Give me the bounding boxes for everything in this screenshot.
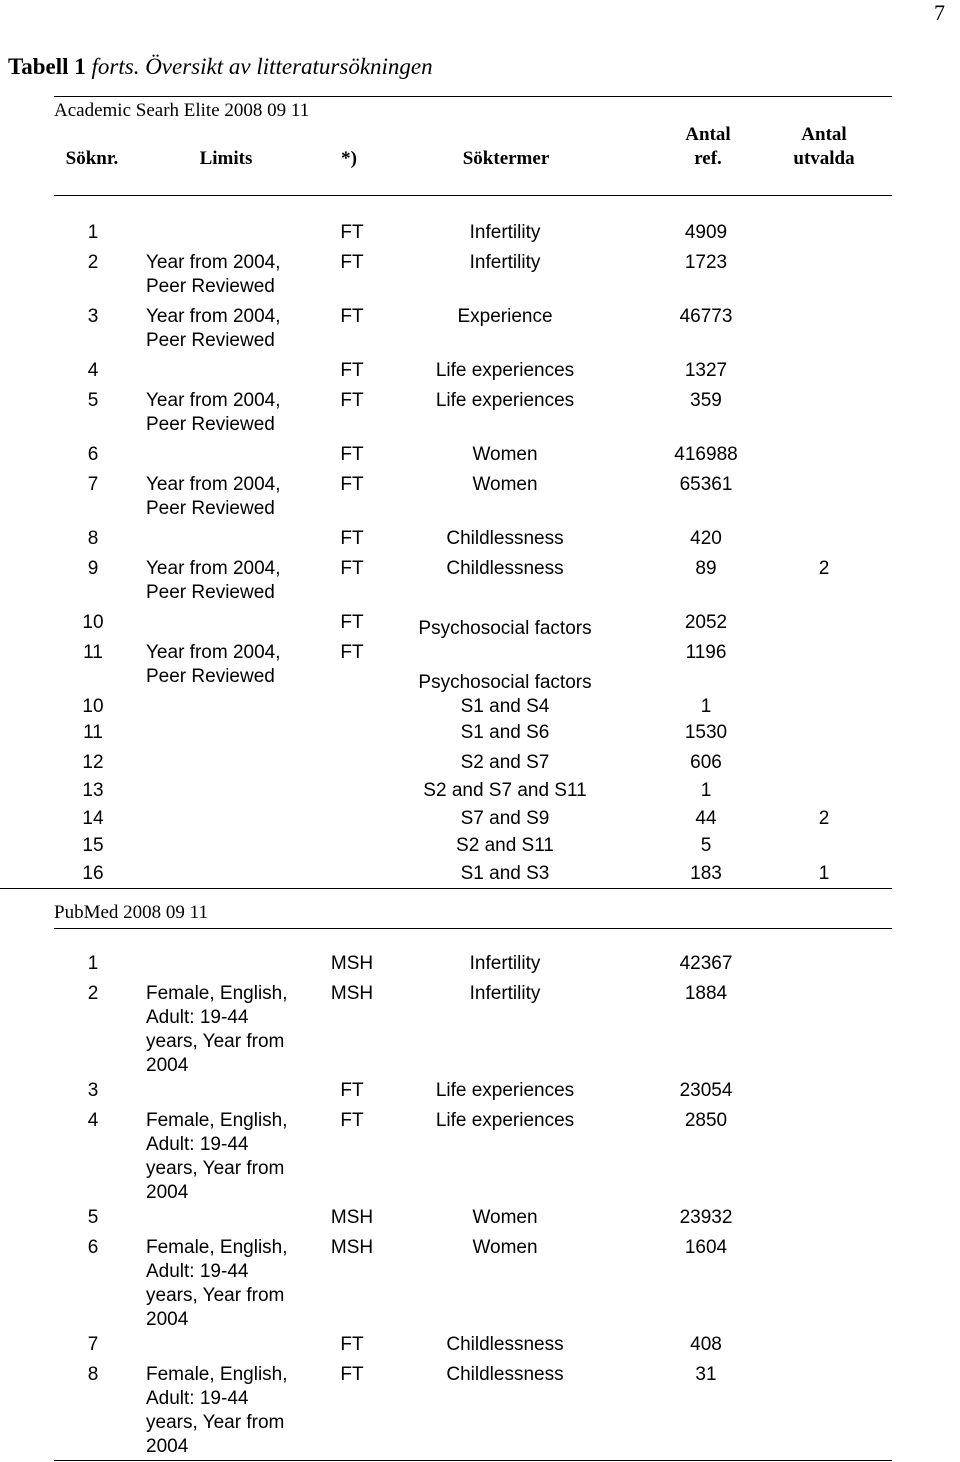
search-number: 4 [87, 360, 99, 381]
search-type-cell: MSH [330, 1237, 374, 1258]
search-type-cell: FT [340, 1334, 364, 1355]
antal-ref-cell: 1327 [684, 360, 728, 381]
search-number: 5 [87, 390, 99, 411]
search-type-cell: FT [340, 528, 364, 549]
search-term-cell: Psychosocial factors [418, 618, 592, 639]
header-rule [54, 195, 892, 196]
limits-cell: Year from 2004, Peer Reviewed [146, 474, 281, 519]
antal-ref-cell: 5 [700, 835, 712, 856]
antal-ref-cell: 23054 [679, 1080, 733, 1101]
antal-ref-cell: 46773 [679, 306, 733, 327]
antal-ref-cell: 31 [695, 1364, 717, 1385]
search-term-cell: Childlessness [446, 1364, 564, 1385]
table-title [8, 54, 433, 80]
search-term-cell: Childlessness [446, 558, 564, 579]
search-type-cell: FT [340, 1110, 364, 1131]
search-number: 6 [87, 444, 99, 465]
search-type-cell: FT [340, 642, 364, 663]
search-type-cell: FT [340, 252, 364, 273]
search-term-cell: S2 and S11 [456, 835, 554, 856]
section1-bottom-rule [0, 888, 892, 889]
antal-ref-cell: 1196 [685, 642, 727, 663]
limits-cell: Year from 2004, Peer Reviewed [146, 306, 281, 351]
search-term-cell: S1 and S3 [460, 863, 550, 884]
search-number: 2 [87, 983, 99, 1004]
search-term-cell: Life experiences [435, 1110, 575, 1131]
header-antal-ref-line2: ref. [694, 148, 722, 169]
search-term-cell: Infertility [469, 953, 541, 974]
search-term-cell: S1 and S4 [460, 696, 550, 717]
antal-ref-cell: 1723 [684, 252, 728, 273]
search-number: 3 [87, 1080, 99, 1101]
search-number: 7 [87, 474, 99, 495]
search-term-cell: Experience [457, 306, 553, 327]
search-term-cell: S2 and S7 [460, 752, 550, 773]
antal-ref-cell: 1884 [684, 983, 728, 1004]
limits-cell: Female, English, Adult: 19-44 years, Year from 2004 [146, 1237, 288, 1330]
search-type-cell: FT [340, 360, 364, 381]
search-term-cell: Women [472, 444, 538, 465]
top-rule [54, 96, 892, 97]
search-type-cell: FT [340, 306, 364, 327]
limits-cell: Female, English, Adult: 19-44 years, Year from 2004 [146, 1110, 288, 1203]
search-type-cell: FT [340, 474, 364, 495]
search-number: 1 [87, 953, 99, 974]
header-antal-utvalda-line2: utvalda [793, 148, 855, 169]
search-term-cell: S2 and S7 and S11 [423, 780, 587, 801]
search-term-cell: Women [472, 1207, 538, 1228]
search-term-cell: Infertility [469, 222, 541, 243]
search-number: 9 [87, 558, 99, 579]
header-antal-utvalda-line1: Antal [801, 124, 847, 145]
search-type-cell: FT [340, 222, 364, 243]
search-term-cell: Infertility [469, 252, 541, 273]
search-term-cell: Infertility [469, 983, 541, 1004]
antal-ref-cell: 606 [690, 752, 722, 773]
search-type-cell: FT [340, 1080, 364, 1101]
search-type-cell: FT [340, 1364, 364, 1385]
search-number: 4 [87, 1110, 99, 1131]
search-number: 14 [82, 808, 104, 829]
search-number: 1 [87, 222, 99, 243]
table-title-caption: forts. Översikt av litteratursökningen [91, 54, 433, 79]
search-number: 10 [82, 612, 104, 633]
search-number: 12 [82, 752, 104, 773]
search-number: 6 [87, 1237, 99, 1258]
antal-ref-cell: 65361 [679, 474, 733, 495]
search-term-cell: Women [472, 474, 538, 495]
antal-ref-cell: 89 [695, 558, 717, 579]
page-number: 7 [934, 0, 945, 25]
search-type-cell: MSH [330, 953, 374, 974]
search-number: 10 [82, 696, 104, 717]
search-number: 11 [83, 722, 103, 743]
section-title-academic-search-elite: Academic Searh Elite 2008 09 11 [54, 100, 310, 121]
search-term-cell: S7 and S9 [460, 808, 550, 829]
antal-utvalda-cell: 2 [818, 558, 830, 579]
search-number: 15 [82, 835, 104, 856]
search-number: 11 [83, 642, 103, 663]
search-term-cell: S1 and S6 [460, 722, 550, 743]
search-term-cell: Women [472, 1237, 538, 1258]
antal-ref-cell: 2052 [684, 612, 728, 633]
header-antal-ref-line1: Antal [685, 124, 731, 145]
antal-ref-cell: 1604 [684, 1237, 728, 1258]
search-number: 2 [87, 252, 99, 273]
search-number: 8 [87, 528, 99, 549]
antal-ref-cell: 1530 [684, 722, 728, 743]
antal-ref-cell: 1 [700, 780, 712, 801]
antal-ref-cell: 23932 [679, 1207, 733, 1228]
search-term-cell: Life experiences [435, 390, 575, 411]
search-number: 8 [87, 1364, 99, 1385]
search-term-cell: Psychosocial factors [418, 672, 592, 693]
antal-utvalda-cell: 1 [818, 863, 830, 884]
search-type-cell: FT [340, 558, 364, 579]
section-title-pubmed: PubMed 2008 09 11 [54, 902, 208, 923]
bottom-rule [54, 1460, 892, 1461]
search-type-cell: FT [340, 390, 364, 411]
limits-cell: Year from 2004, Peer Reviewed [146, 252, 281, 297]
search-type-cell: MSH [330, 983, 374, 1004]
search-number: 13 [82, 780, 104, 801]
search-number: 16 [82, 863, 104, 884]
search-number: 7 [87, 1334, 99, 1355]
antal-ref-cell: 416988 [674, 444, 738, 465]
search-term-cell: Childlessness [446, 1334, 564, 1355]
antal-ref-cell: 359 [690, 390, 722, 411]
header-limits: Limits [199, 148, 253, 169]
antal-ref-cell: 420 [690, 528, 722, 549]
search-type-cell: FT [340, 444, 364, 465]
header-asterisk: *) [341, 148, 357, 169]
search-number: 5 [87, 1207, 99, 1228]
limits-cell: Female, English, Adult: 19-44 years, Year from 2004 [146, 983, 288, 1076]
search-type-cell: FT [340, 612, 364, 633]
limits-cell: Year from 2004, Peer Reviewed [146, 642, 281, 687]
antal-ref-cell: 183 [690, 863, 722, 884]
limits-cell: Year from 2004, Peer Reviewed [146, 558, 281, 603]
limits-cell: Female, English, Adult: 19-44 years, Year from 2004 [146, 1364, 288, 1457]
antal-ref-cell: 2850 [684, 1110, 728, 1131]
search-number: 3 [87, 306, 99, 327]
antal-ref-cell: 408 [690, 1334, 722, 1355]
antal-ref-cell: 42367 [679, 953, 733, 974]
antal-ref-cell: 1 [700, 696, 712, 717]
search-term-cell: Life experiences [435, 360, 575, 381]
search-term-cell: Childlessness [446, 528, 564, 549]
limits-cell: Year from 2004, Peer Reviewed [146, 390, 281, 435]
search-term-cell: Life experiences [435, 1080, 575, 1101]
antal-utvalda-cell: 2 [818, 808, 830, 829]
search-type-cell: MSH [330, 1207, 374, 1228]
header-soknr: Söknr. [65, 148, 119, 169]
header-soktermer: Söktermer [462, 148, 550, 169]
pubmed-header-rule [54, 928, 892, 929]
antal-ref-cell: 44 [695, 808, 717, 829]
antal-ref-cell: 4909 [684, 222, 728, 243]
table-title-label: Tabell 1 [8, 54, 86, 79]
